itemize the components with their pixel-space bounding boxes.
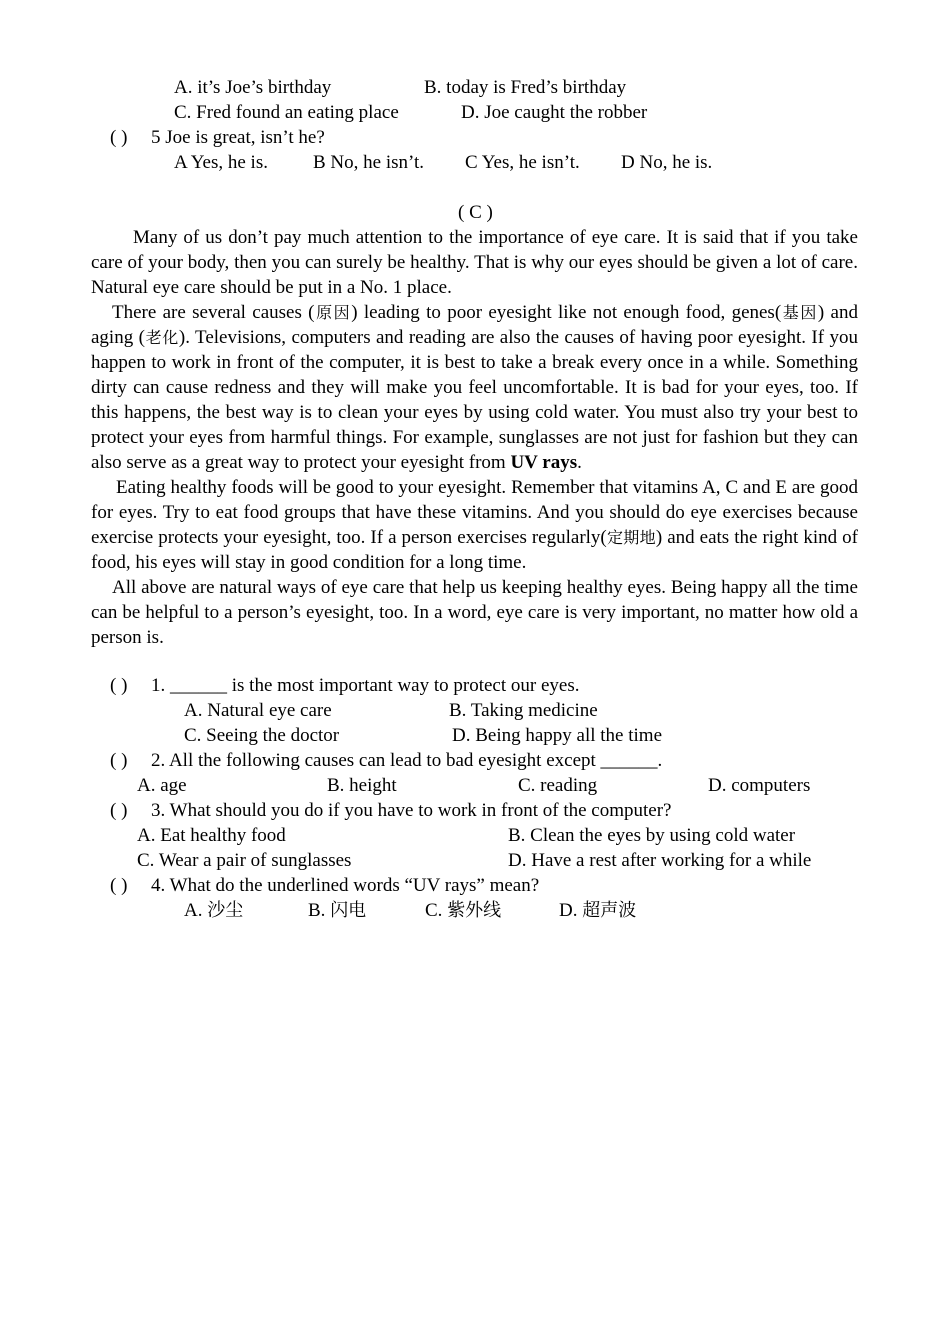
prev-q5-option-c: C Yes, he isn’t. (465, 152, 580, 173)
p2-text-2: ) leading to poor eyesight like not enough food, genes( (351, 302, 782, 323)
q2-stem: 2. All the following causes can lead to bad eyesight except ______. (151, 750, 663, 771)
p2-text-3: ) and aging ( (91, 302, 858, 348)
prev-q5-bracket: ( ) (110, 127, 128, 148)
prev-q4-option-a: A. it’s Joe’s birthday (174, 77, 332, 98)
q4-option-c-text: 紫外线 (447, 900, 502, 921)
q4-option-b-text: 闪电 (330, 900, 367, 921)
p2-text-4: ). Televisions, computers and reading are also the causes of having poor eyesight. If you happen to work in front of the computer, it is best to take a break every once in a while. Something dirty can cause redness and they will make you feel uncomfortable. It is bad for your eyes, too. If this happens, the best way is to clean your eyes by using cold water. You must also try your best to protect your eyes from harmful things. For example, sunglasses are not just for fashion but they can also serve as a great way to protect your eyesight from (91, 327, 858, 473)
q4-option-b (308, 898, 366, 923)
q1-stem: 1. ______ is the most important way to protect our eyes. (151, 675, 580, 696)
q3-option-b: B. Clean the eyes by using cold water (508, 825, 796, 846)
passage (91, 225, 858, 650)
prev-q5-option-a: A Yes, he is. (174, 152, 268, 173)
p3-gloss-regularly: 定期地 (606, 528, 656, 547)
q4-bracket: ( ) (110, 875, 128, 896)
prev-q5-stem: 5 Joe is great, isn’t he? (151, 127, 325, 148)
q4-option-a-text: 沙尘 (207, 900, 244, 921)
passage-paragraph-1: Many of us don’t pay much attention to the importance of eye care. It is said that if you take care of your body, then you can surely be healthy. That is why our eyes should be given a lot of care. Natural eye care should be put in a No. 1 place. (91, 227, 858, 298)
q4-option-d (559, 898, 636, 923)
q4-option-b-letter: B. (308, 900, 331, 921)
passage-paragraph-2 (91, 300, 858, 475)
q2-option-b: B. height (327, 775, 397, 796)
prev-q4-option-c: C. Fred found an eating place (174, 102, 399, 123)
passage-paragraph-3 (91, 475, 858, 575)
uv-rays-emphasis: UV rays (510, 452, 578, 473)
q3-stem: 3. What should you do if you have to work in front of the computer? (151, 800, 672, 821)
q1-option-a: A. Natural eye care (184, 700, 332, 721)
prev-q5-option-d: D No, he is. (621, 152, 713, 173)
prev-q5-option-b: B No, he isn’t. (313, 152, 425, 173)
q4-option-a (184, 898, 243, 923)
q2-option-a: A. age (137, 775, 187, 796)
q4-option-a-letter: A. (184, 900, 208, 921)
q4-option-c (425, 898, 501, 923)
p2-text-5: . (577, 452, 582, 473)
q3-bracket: ( ) (110, 800, 128, 821)
q2-bracket: ( ) (110, 750, 128, 771)
section-heading: ( C ) (458, 202, 493, 223)
q1-option-c: C. Seeing the doctor (184, 725, 340, 746)
q1-option-b: B. Taking medicine (449, 700, 598, 721)
q3-option-d: D. Have a rest after working for a while (508, 850, 812, 871)
q2-option-c: C. reading (518, 775, 598, 796)
p2-gloss-causes: 原因 (314, 303, 352, 322)
q1-option-d: D. Being happy all the time (452, 725, 663, 746)
p2-gloss-genes: 基因 (781, 303, 818, 322)
q1-bracket: ( ) (110, 675, 128, 696)
p3-text-1: Eating healthy foods will be good to your eyesight. Remember that vitamins A, C and E are good for eyes. Try to eat food groups that have these vitamins. And you should do eye exercises because exercise protects your eyesight, too. If a person exercises regularly( (91, 477, 858, 548)
passage-paragraph-4: All above are natural ways of eye care that help us keeping healthy eyes. Being happy all the time can be helpful to a person’s eyesight, too. In a word, eye care is very important, no matter how old a person is. (91, 577, 858, 648)
prev-q4-option-b: B. today is Fred’s birthday (424, 77, 627, 98)
p2-gloss-aging: 老化 (144, 328, 179, 347)
q3-option-c: C. Wear a pair of sunglasses (137, 850, 352, 871)
q4-stem: 4. What do the underlined words “UV rays” mean? (151, 875, 540, 896)
q4-option-d-text: 超声波 (582, 900, 637, 921)
q4-option-d-letter: D. (559, 900, 583, 921)
p2-text-1: There are several causes ( (112, 302, 315, 323)
q2-option-d: D. computers (708, 775, 811, 796)
q3-option-a: A. Eat healthy food (137, 825, 286, 846)
prev-q4-option-d: D. Joe caught the robber (461, 102, 648, 123)
q4-option-c-letter: C. (425, 900, 448, 921)
p3-text-2: ) and eats the right kind of food, his eyes will stay in good condition for a long time. (91, 527, 858, 573)
